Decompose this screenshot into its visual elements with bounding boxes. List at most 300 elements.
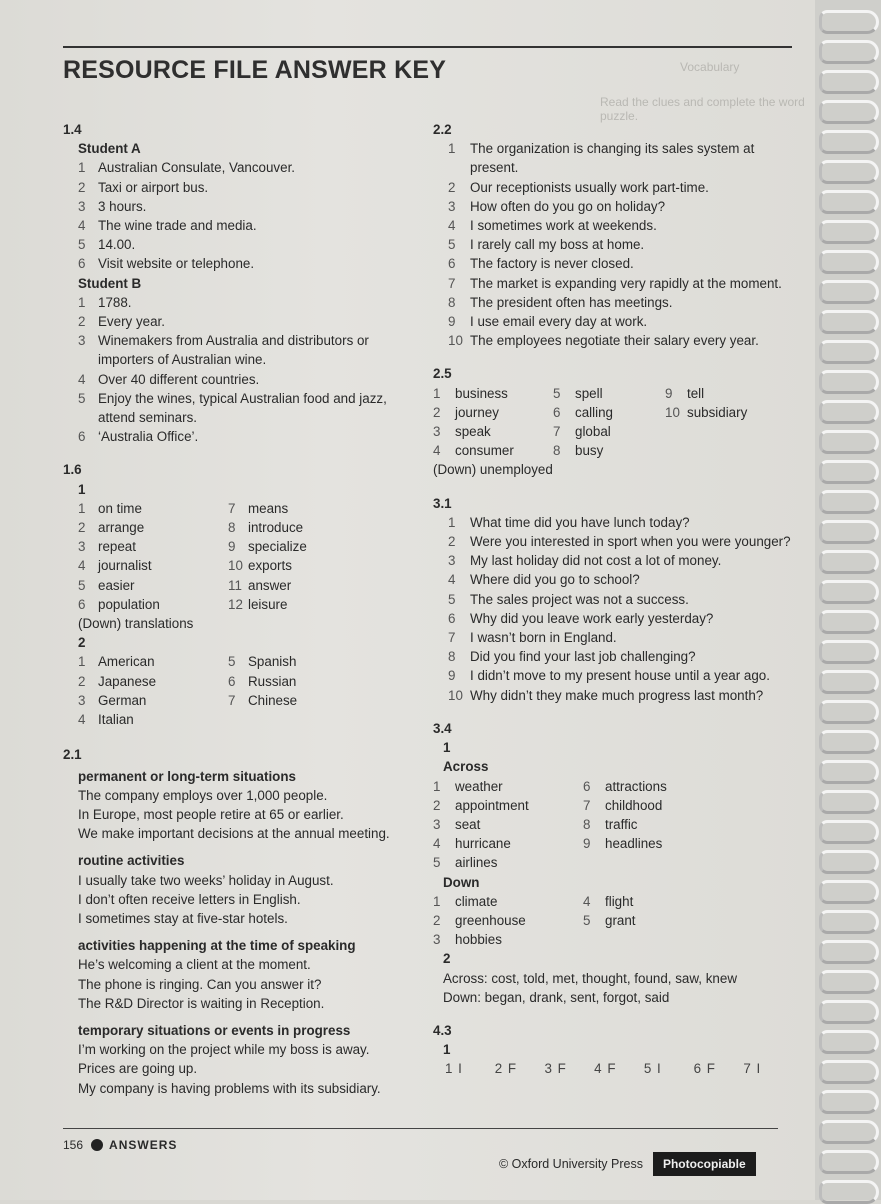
true-false-answer: 6 F	[693, 1061, 716, 1077]
spiral-coil	[819, 130, 879, 154]
word-text: arrange	[98, 520, 145, 536]
word-item	[665, 384, 775, 403]
photocopiable-badge: Photocopiable	[653, 1152, 756, 1176]
item-number: 7	[448, 630, 456, 646]
word-text: weather	[455, 778, 503, 794]
word-text: leisure	[248, 596, 288, 612]
spiral-coil	[819, 310, 879, 334]
spiral-binding	[815, 0, 881, 1200]
spiral-coil	[819, 490, 879, 514]
word-text: flight	[605, 893, 634, 909]
example-sentence: The company employs over 1,000 people.	[78, 787, 328, 803]
spiral-coil	[819, 460, 879, 484]
answer-key-page: Vocabulary Read the clues and complete the word puzzle. RESOURCE FILE ANSWER KEY 1.4 Student A 1 Australian Consulate, Vancouver. 2 Taxi or airport bus. 3 3 hours. 4 The wine trade and media. 5 14.00. 6 Visit website or telephone. Student B 1 1788. 2 Every year. 3 Winemakers from Australia and distributors or importers of Australian wine. 4 Over 40 different countries. 5 Enjoy the wines, typical Australian food and jazz, attend seminars. 6 ‘Australia Office’. 1.6 1 1 on time 2 arrange 3 repeat 4 journalist 5 easier 6 population 7 means 8 introduce 9 specialize 10 exports 11 answer 12 leisure (Down) translations 2 1 American 2 Japanese 3 German 4 Italian 5 Spanish 6 Russian 7 Chinese 2.1 permanent or long-term situations The company employs over 1,000 people. In Europe, most people retire at 65 or earlier. We make important decisions at the annual meeting. routine activities I usually take two weeks’ holiday in August. I don’t often receive letters in English. I sometimes stay at five-star hotels. activities happening at the time of speaking He’s welcoming a client at the moment. The phone is ringing. Can you answer it? The R&D Director is waiting in Reception. temporary situations or events in progress I’m working on the project while my boss is away. Prices are going up. My company is having problems with its subsidiary. 2.2 1 The organization is changing its sales system at present. 2 Our receptionists usually work part-time. 3 How often do you go on holiday? 4 I sometimes work at weekends. 5 I rarely call my boss at home. 6 The factory is never closed. 7 The market is expanding very rapidly at the moment. 8 The president often has meetings. 9 I use email every day at work. 10 The employees negotiate their salary every year. 2.5 1 business 2 journey 3 speak 4 consumer 5 spell 6 calling 7 global 8 busy 9 tell 10 subsidiary (Down) unemployed 3.1 1 What time did you have lunch today? 2 Were you interested in sport when you were younger? 3 My last holiday did not cost a lot of money. 4 Where did you go to school? 5 The sales project was not a success. 6 Why did you leave work early yesterday? 7 I wasn’t born in England. 8 Did you find your last job challenging? 9 I didn’t move to my present house until a year ago. 10 Why didn’t they make much progress last month? 3.4 1 Across 1 weather 2 appointment 3 seat 4 hurricane 5 airlines 6 attractions 7 childhood 8 traffic 9 headlines Down 1 climate 2 greenhouse 3 hobbies 4 flight 5 grant 2 Across: cost, told, met, thought, found, saw, knew Down: began, drank, sent, forgot, said 4.3 1 1 I 2 F 3 F 4 F 5 I 6 F 7 I 156 ANSWERS © Oxford University Press Photocopiable	[0, 0, 815, 1200]
left-column	[63, 120, 413, 1098]
item-number: 3	[78, 539, 86, 555]
word-text: climate	[455, 893, 498, 909]
section-label: ANSWERS	[109, 1138, 178, 1152]
sentence-answer	[433, 197, 793, 216]
item-number: 1	[78, 654, 86, 670]
word-item	[583, 777, 733, 796]
word-text: tell	[687, 385, 705, 401]
spiral-coil	[819, 940, 879, 964]
item-number: 5	[448, 237, 456, 253]
item-text: 14.00.	[98, 237, 136, 253]
word-item	[228, 518, 378, 537]
spiral-coil	[819, 700, 879, 724]
spiral-coil	[819, 820, 879, 844]
student-a-label: Student A	[78, 141, 141, 157]
item-number: 4	[448, 218, 456, 234]
word-item	[433, 815, 583, 834]
question-answer	[433, 666, 793, 685]
spiral-coil	[819, 1090, 879, 1114]
example-sentence: I’m working on the project while my boss is away.	[78, 1042, 370, 1058]
true-false-answer: 2 F	[494, 1061, 518, 1077]
item-number: 6	[448, 256, 456, 272]
item-number: 7	[583, 797, 591, 813]
item-text: I sometimes work at weekends.	[470, 218, 657, 234]
item-number: 3	[78, 198, 86, 214]
item-number: 4	[78, 712, 86, 728]
word-item	[228, 691, 378, 710]
item-text: I rarely call my boss at home.	[470, 237, 645, 253]
item-number: 2	[78, 179, 86, 195]
item-number: 2	[78, 673, 86, 689]
item-number: 3	[433, 816, 441, 832]
example-sentence: I usually take two weeks’ holiday in August.	[78, 872, 334, 888]
word-text: traffic	[605, 816, 638, 832]
item-text: What time did you have lunch today?	[470, 514, 690, 530]
spiral-coil	[819, 970, 879, 994]
part-2-label: 2	[78, 635, 86, 651]
item-text: Where did you go to school?	[470, 572, 640, 588]
sentence-answer	[433, 178, 793, 197]
across-line: Across: cost, told, met, thought, found, saw, knew	[443, 970, 737, 986]
spiral-coil	[819, 280, 879, 304]
question-answer	[433, 513, 793, 532]
group-title: temporary situations or events in progress	[78, 1022, 351, 1038]
item-text: I use email every day at work.	[470, 314, 648, 330]
item-number: 6	[583, 778, 591, 794]
sentence-answer	[433, 216, 793, 235]
item-number: 2	[448, 179, 456, 195]
word-text: airlines	[455, 855, 498, 871]
footer-left	[63, 1138, 177, 1152]
spiral-coil	[819, 520, 879, 544]
word-text: grant	[605, 912, 636, 928]
spiral-coil	[819, 40, 879, 64]
spiral-coil	[819, 340, 879, 364]
spiral-coil	[819, 910, 879, 934]
word-item	[228, 672, 378, 691]
student-a-answer	[63, 216, 413, 235]
item-number: 4	[78, 558, 86, 574]
student-a-answer	[63, 235, 413, 254]
example-sentence: In Europe, most people retire at 65 or earlier.	[78, 806, 344, 822]
spiral-coil	[819, 10, 879, 34]
bullet-dot-icon	[91, 1139, 103, 1151]
item-number: 2	[78, 314, 86, 330]
word-item	[78, 691, 228, 710]
word-grid-1-6-part1	[63, 499, 413, 614]
word-item	[228, 595, 378, 614]
item-number: 10	[448, 687, 463, 703]
word-text: on time	[98, 500, 142, 516]
item-number: 3	[433, 424, 441, 440]
part-1-label: 1	[443, 1042, 451, 1058]
down-answer-2-5: (Down) unemployed	[433, 462, 553, 478]
across-grid	[433, 777, 793, 873]
across-label: Across	[443, 759, 489, 775]
down-line: Down: began, drank, sent, forgot, said	[443, 989, 670, 1005]
group-title: activities happening at the time of speaking	[78, 938, 356, 954]
spiral-coil	[819, 850, 879, 874]
item-text: Over 40 different countries.	[98, 371, 260, 387]
word-item	[228, 537, 378, 556]
student-b-answer	[63, 293, 413, 312]
item-number: 11	[228, 577, 242, 593]
section-2-1-heading: 2.1	[63, 747, 82, 763]
item-number: 1	[433, 385, 441, 401]
item-number: 5	[448, 591, 456, 607]
item-number: 9	[665, 385, 673, 401]
item-text: The president often has meetings.	[470, 294, 673, 310]
item-text: Visit website or telephone.	[98, 256, 255, 272]
example-sentence: Prices are going up.	[78, 1061, 198, 1077]
item-number: 8	[553, 443, 561, 459]
item-number: 7	[228, 692, 236, 708]
word-item	[433, 911, 583, 930]
sentence-answer	[433, 331, 793, 350]
spiral-coil	[819, 220, 879, 244]
item-number: 8	[448, 649, 456, 665]
item-number: 4	[433, 443, 441, 459]
spiral-coil	[819, 610, 879, 634]
item-text: Why didn’t they make much progress last month?	[470, 687, 764, 703]
item-number: 10	[228, 558, 243, 574]
item-number: 1	[78, 160, 86, 176]
word-text: busy	[575, 443, 604, 459]
spiral-coil	[819, 760, 879, 784]
word-text: speak	[455, 424, 491, 440]
item-number: 5	[78, 237, 86, 253]
student-b-answer	[63, 370, 413, 389]
spiral-coil	[819, 160, 879, 184]
item-number: 9	[583, 836, 591, 852]
item-text: Enjoy the wines, typical Australian food and jazz, attend seminars.	[98, 390, 387, 426]
word-item	[78, 518, 228, 537]
bottom-rule	[63, 1128, 778, 1129]
word-text: Italian	[98, 712, 134, 728]
spiral-coil	[819, 70, 879, 94]
item-text: Did you find your last job challenging?	[470, 649, 696, 665]
item-text: 1788.	[98, 294, 132, 310]
spiral-coil	[819, 1150, 879, 1174]
word-item	[228, 556, 378, 575]
word-item	[433, 892, 583, 911]
word-text: Russian	[248, 673, 297, 689]
question-answer	[433, 590, 793, 609]
word-item	[433, 930, 583, 949]
item-number: 2	[433, 404, 441, 420]
group-title: routine activities	[78, 853, 185, 869]
word-text: subsidiary	[687, 404, 748, 420]
word-item	[553, 403, 665, 422]
section-2-2-heading: 2.2	[433, 122, 452, 137]
word-item	[228, 499, 378, 518]
spiral-coil	[819, 580, 879, 604]
word-text: means	[248, 500, 289, 516]
spiral-coil	[819, 1030, 879, 1054]
word-text: childhood	[605, 797, 663, 813]
true-false-answers	[433, 1059, 793, 1078]
item-number: 4	[78, 371, 86, 387]
true-false-answer: 5 I	[643, 1061, 662, 1077]
part-1-label: 1	[443, 740, 451, 756]
item-number: 1	[448, 141, 456, 157]
student-a-answer	[63, 178, 413, 197]
word-item	[78, 710, 228, 729]
word-text: answer	[248, 577, 292, 593]
spiral-coil	[819, 370, 879, 394]
section-1-6-heading: 1.6	[63, 462, 82, 478]
word-item	[433, 796, 583, 815]
sentence-answer	[433, 293, 793, 312]
word-item	[78, 537, 228, 556]
item-number: 8	[583, 816, 591, 832]
spiral-coil	[819, 100, 879, 124]
student-a-answer	[63, 158, 413, 177]
word-item	[78, 595, 228, 614]
spiral-coil	[819, 190, 879, 214]
word-item	[583, 834, 733, 853]
word-text: exports	[248, 558, 292, 574]
item-number: 8	[448, 294, 456, 310]
student-b-label: Student B	[78, 275, 142, 291]
word-text: global	[575, 424, 611, 440]
item-number: 1	[448, 514, 456, 530]
item-number: 3	[78, 692, 86, 708]
word-item	[553, 422, 665, 441]
right-column	[433, 120, 793, 1079]
question-answer	[433, 609, 793, 628]
item-number: 5	[78, 577, 86, 593]
student-b-answer	[63, 312, 413, 331]
item-number: 4	[78, 218, 86, 234]
item-number: 12	[228, 596, 243, 612]
item-number: 5	[583, 912, 591, 928]
word-item	[433, 777, 583, 796]
true-false-answer: 3 F	[544, 1061, 567, 1077]
publisher-credit: © Oxford University Press	[499, 1157, 643, 1171]
word-item	[78, 499, 228, 518]
example-sentence: The R&D Director is waiting in Reception.	[78, 995, 325, 1011]
word-item	[78, 556, 228, 575]
item-number: 5	[78, 390, 86, 406]
spiral-coil	[819, 1120, 879, 1144]
word-text: hurricane	[455, 836, 511, 852]
item-number: 8	[228, 520, 236, 536]
item-number: 5	[433, 855, 441, 871]
word-text: journalist	[98, 558, 152, 574]
word-item	[433, 422, 553, 441]
item-number: 3	[78, 333, 86, 349]
item-number: 5	[228, 654, 236, 670]
sentence-answer	[433, 312, 793, 331]
item-text: The organization is changing its sales system at present.	[470, 141, 755, 176]
item-number: 9	[448, 314, 456, 330]
page-number: 156	[63, 1138, 84, 1152]
student-b-answer	[63, 389, 413, 427]
word-text: greenhouse	[455, 912, 526, 928]
section-2-5-heading: 2.5	[433, 366, 452, 382]
question-answer	[433, 647, 793, 666]
footer-right	[499, 1152, 756, 1176]
item-text: ‘Australia Office’.	[98, 429, 199, 445]
question-answer	[433, 686, 793, 705]
word-text: specialize	[248, 539, 307, 555]
word-text: business	[455, 385, 508, 401]
word-text: introduce	[248, 520, 304, 536]
section-1-4-heading: 1.4	[63, 122, 82, 137]
word-item	[228, 652, 378, 671]
example-sentence: We make important decisions at the annual meeting.	[78, 826, 390, 842]
item-text: Every year.	[98, 314, 165, 330]
word-item	[583, 796, 733, 815]
part-1-label: 1	[78, 481, 86, 497]
item-text: The wine trade and media.	[98, 218, 257, 234]
part-2-label: 2	[443, 951, 451, 967]
item-number: 5	[553, 385, 561, 401]
item-text: Australian Consulate, Vancouver.	[98, 160, 296, 176]
question-answer	[433, 532, 793, 551]
item-number: 4	[433, 836, 441, 852]
item-number: 10	[448, 333, 463, 349]
word-item	[78, 652, 228, 671]
spiral-coil	[819, 730, 879, 754]
student-b-answer	[63, 427, 413, 446]
word-item	[78, 576, 228, 595]
word-item	[583, 911, 733, 930]
word-item	[553, 441, 665, 460]
item-number: 2	[433, 912, 441, 928]
example-sentence: He’s welcoming a client at the moment.	[78, 957, 311, 973]
item-number: 3	[433, 932, 441, 948]
top-rule	[63, 46, 792, 48]
item-text: Taxi or airport bus.	[98, 179, 209, 195]
word-item	[433, 834, 583, 853]
item-number: 1	[78, 294, 86, 310]
item-text: The employees negotiate their salary every year.	[470, 333, 759, 349]
spiral-coil	[819, 1180, 879, 1204]
item-number: 3	[448, 198, 456, 214]
word-text: Spanish	[248, 654, 297, 670]
true-false-answer: 4 F	[594, 1061, 617, 1077]
item-text: Our receptionists usually work part-time.	[470, 179, 709, 195]
spiral-coil	[819, 400, 879, 424]
item-number: 1	[78, 500, 86, 516]
example-sentence: I don’t often receive letters in English.	[78, 891, 301, 907]
word-item	[553, 384, 665, 403]
example-sentence: The phone is ringing. Can you answer it?	[78, 976, 322, 992]
word-grid-1-6-part2	[63, 652, 413, 729]
section-4-3-heading: 4.3	[433, 1022, 452, 1038]
word-item	[433, 853, 583, 872]
item-text: 3 hours.	[98, 198, 147, 214]
item-number: 4	[583, 893, 591, 909]
word-item	[583, 892, 733, 911]
item-number: 6	[228, 673, 236, 689]
item-text: Why did you leave work early yesterday?	[470, 610, 714, 626]
spiral-coil	[819, 880, 879, 904]
word-text: headlines	[605, 836, 663, 852]
sentence-answer	[433, 235, 793, 254]
question-answer	[433, 628, 793, 647]
word-text: seat	[455, 816, 481, 832]
word-text: hobbies	[455, 932, 502, 948]
word-text: Japanese	[98, 673, 157, 689]
item-number: 7	[228, 500, 236, 516]
item-number: 7	[553, 424, 561, 440]
word-item	[433, 441, 553, 460]
word-text: consumer	[455, 443, 514, 459]
word-item	[433, 403, 553, 422]
section-3-4-heading: 3.4	[433, 720, 452, 736]
item-number: 4	[448, 572, 456, 588]
word-text: repeat	[98, 539, 136, 555]
item-number: 2	[448, 534, 456, 550]
word-grid-2-5	[433, 384, 793, 461]
item-number: 2	[78, 520, 86, 536]
down-answer: (Down) translations	[78, 616, 194, 632]
spiral-coil	[819, 1000, 879, 1024]
item-number: 6	[448, 610, 456, 626]
item-text: How often do you go on holiday?	[470, 198, 666, 214]
sentence-answer	[433, 274, 793, 293]
word-text: spell	[575, 385, 603, 401]
item-number: 6	[78, 256, 86, 272]
word-text: calling	[575, 404, 613, 420]
spiral-coil	[819, 250, 879, 274]
word-item	[433, 384, 553, 403]
item-text: Winemakers from Australia and distributors or importers of Australian wine.	[98, 333, 369, 368]
word-item	[583, 815, 733, 834]
word-text: appointment	[455, 797, 529, 813]
true-false-answer: 7 I	[743, 1061, 762, 1077]
spiral-coil	[819, 640, 879, 664]
item-number: 2	[433, 797, 441, 813]
item-number: 6	[78, 429, 86, 445]
word-text: journey	[455, 404, 499, 420]
item-text: The sales project was not a success.	[470, 591, 689, 607]
spiral-coil	[819, 550, 879, 574]
item-text: The factory is never closed.	[470, 256, 634, 272]
word-text: population	[98, 596, 160, 612]
item-text: My last holiday did not cost a lot of money.	[470, 553, 722, 569]
section-3-1-heading: 3.1	[433, 495, 452, 511]
group-title: permanent or long-term situations	[78, 768, 296, 784]
word-text: German	[98, 692, 147, 708]
question-answer	[433, 570, 793, 589]
item-number: 6	[78, 596, 86, 612]
example-sentence: My company is having problems with its subsidiary.	[78, 1080, 381, 1096]
item-number: 9	[228, 539, 236, 555]
spiral-coil	[819, 1060, 879, 1084]
word-text: Chinese	[248, 692, 298, 708]
item-text: Were you interested in sport when you were younger?	[470, 534, 791, 550]
true-false-answer: 1 I	[445, 1061, 463, 1077]
